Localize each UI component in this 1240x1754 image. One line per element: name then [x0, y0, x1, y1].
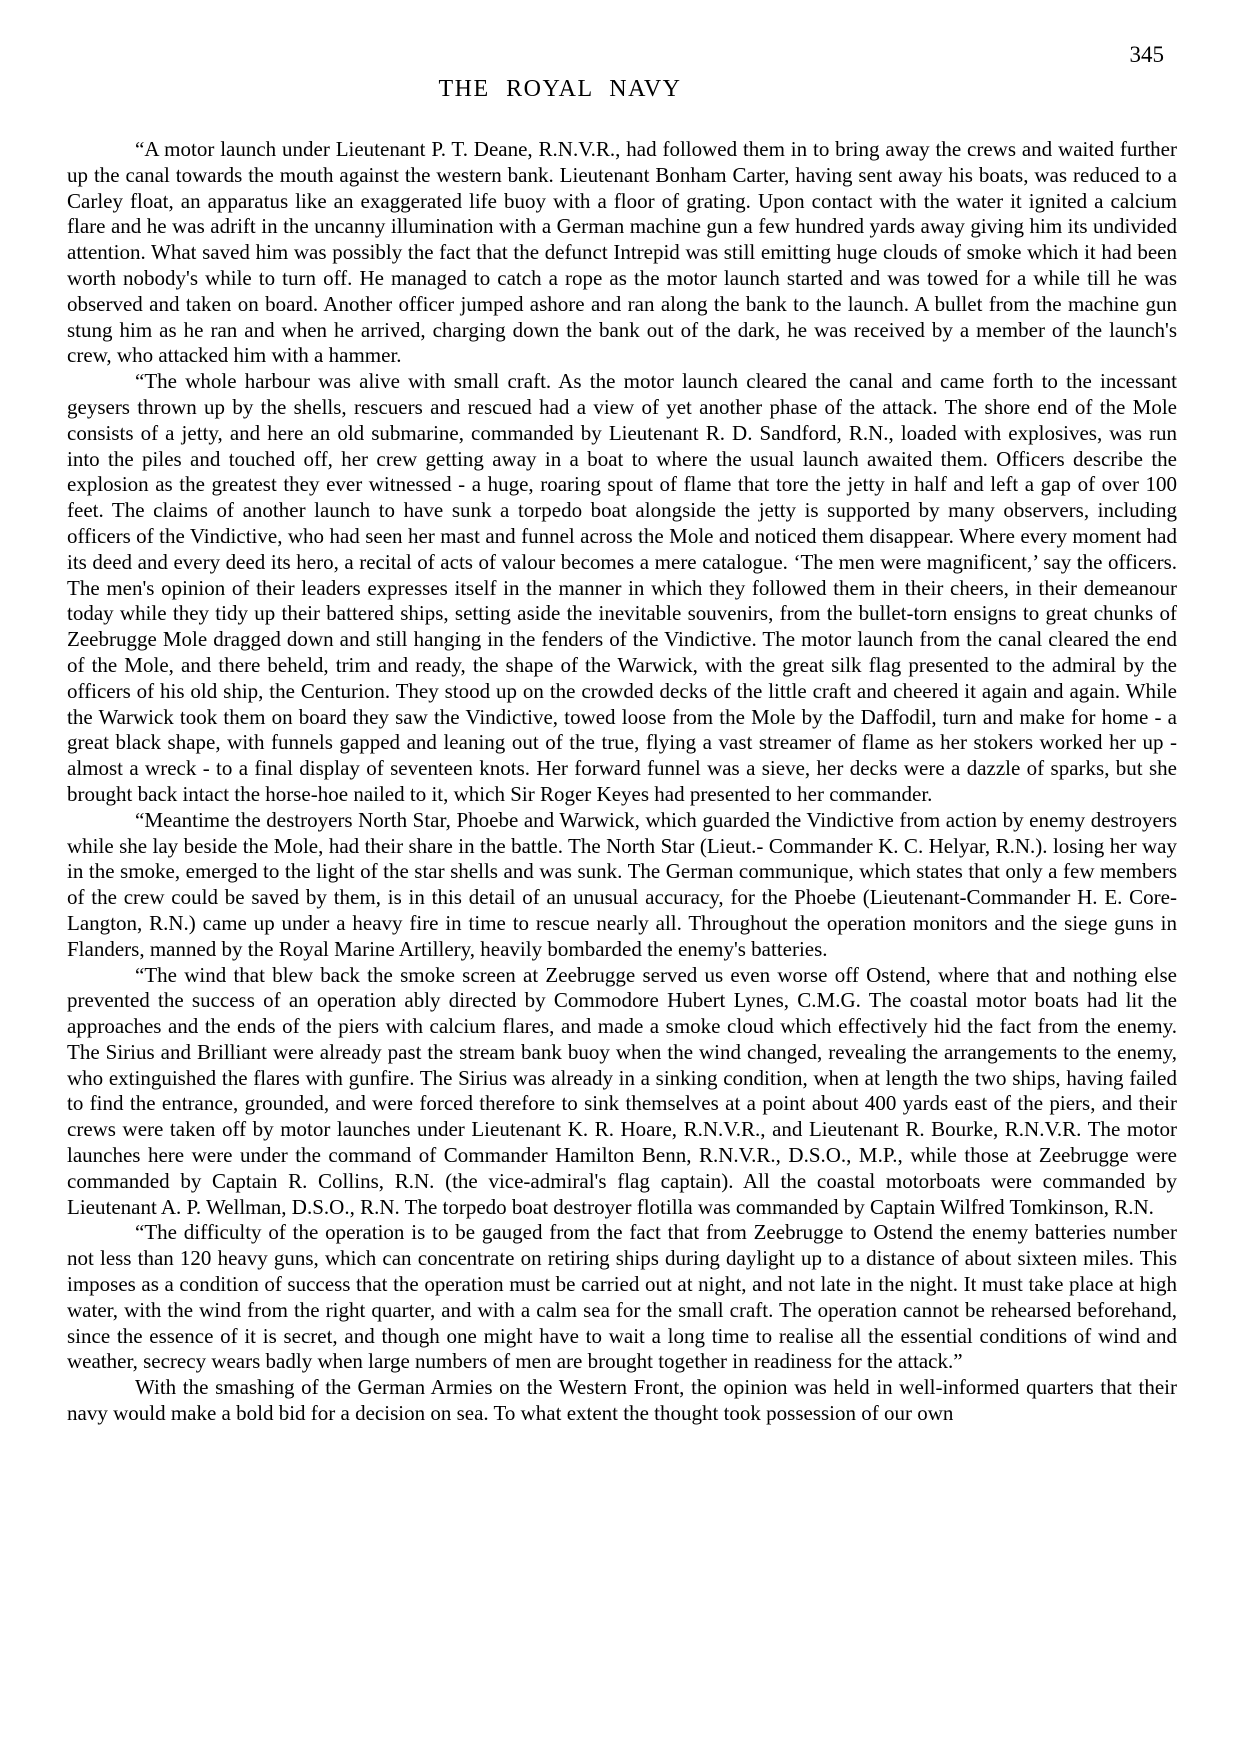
body-paragraph: “The wind that blew back the smoke screen at Zeebrugge served us even worse off Ostend, where that and nothing else prevented the success of an operation ably directed by Commodore Hubert Lynes, C.M.G. The coastal motor boats had lit the approaches and the ends of the piers with calcium flares, and made a smoke cloud which effectively hid the fact from the enemy. The Sirius and Brilliant were already past the stream bank buoy when the wind changed, revealing the arrangements to the enemy, who extinguished the flares with gunfire. The Sirius was already in a sinking condition, when at length the two ships, having failed to find the entrance, grounded, and were forced therefore to sink themselves at a point about 400 yards east of the piers, and their crews were taken off by motor launches under Lieutenant K. R. Hoare, R.N.V.R., and Lieutenant R. Bourke, R.N.V.R. The motor launches here were under the command of Commander Hamilton Benn, R.N.V.R., D.S.O., M.P., while those at Zeebrugge were commanded by Captain R. Collins, R.N. (the vice-admiral's flag captain). All the coastal motorboats were commanded by Lieutenant A. P. Wellman, D.S.O., R.N. The torpedo boat destroyer flotilla was commanded by Captain Wilfred Tomkinson, R.N.	[67, 962, 1177, 1219]
page-number: 345	[1129, 42, 1164, 67]
page-title: THE ROYAL NAVY	[438, 76, 682, 102]
body-paragraph: “A motor launch under Lieutenant P. T. Deane, R.N.V.R., had followed them in to bring away the crews and waited further up the canal towards the mouth against the western bank. Lieutenant Bonham Carter, having sent away his boats, was reduced to a Carley float, an apparatus like an exaggerated life buoy with a floor of grating. Upon contact with the water it ignited a calcium flare and he was adrift in the uncanny illumination with a German machine gun a few hundred yards away giving him its undivided attention. What saved him was possibly the fact that the defunct Intrepid was still emitting huge clouds of smoke which it had been worth nobody's while to turn off. He managed to catch a rope as the motor launch started and was towed for a while till he was observed and taken on board. Another officer jumped ashore and ran along the bank to the launch. A bullet from the machine gun stung him as he ran and when he arrived, charging down the bank out of the dark, he was received by a member of the launch's crew, who attacked him with a hammer.	[67, 137, 1177, 368]
body-text	[67, 137, 1177, 1427]
body-paragraph: “Meantime the destroyers North Star, Phoebe and Warwick, which guarded the Vindictive from action by enemy destroyers while she lay beside the Mole, had their share in the battle. The North Star (Lieut.- Commander K. C. Helyar, R.N.). losing her way in the smoke, emerged to the light of the star shells and was sunk. The German communique, which states that only a few members of the crew could be saved by them, is in this detail of an unusual accuracy, for the Phoebe (Lieutenant-Commander H. E. Core-Langton, R.N.) came up under a heavy fire in time to rescue nearly all. Throughout the operation monitors and the siege guns in Flanders, manned by the Royal Marine Artillery, heavily bombarded the enemy's batteries.	[67, 807, 1177, 961]
body-paragraph: “The difficulty of the operation is to be gauged from the fact that from Zeebrugge to Ostend the enemy batteries number not less than 120 heavy guns, which can concentrate on retiring ships during daylight up to a distance of about sixteen miles. This imposes as a condition of success that the operation must be carried out at night, and not late in the night. It must take place at high water, with the wind from the right quarter, and with a calm sea for the small craft. The operation cannot be rehearsed beforehand, since the essence of it is secret, and though one might have to wait a long time to realise all the essential conditions of wind and weather, secrecy wears badly when large numbers of men are brought together in readiness for the attack.”	[67, 1220, 1177, 1374]
body-paragraph: With the smashing of the German Armies on the Western Front, the opinion was held in well-informed quarters that their navy would make a bold bid for a decision on sea. To what extent the thought took possession of our own	[67, 1375, 1177, 1426]
body-paragraph: “The whole harbour was alive with small craft. As the motor launch cleared the canal and came forth to the incessant geysers thrown up by the shells, rescuers and rescued had a view of yet another phase of the attack. The shore end of the Mole consists of a jetty, and here an old submarine, commanded by Lieutenant R. D. Sandford, R.N., loaded with explosives, was run into the piles and touched off, her crew getting away in a boat to where the usual launch awaited them. Officers describe the explosion as the greatest they ever witnessed - a huge, roaring spout of flame that tore the jetty in half and left a gap of over 100 feet. The claims of another launch to have sunk a torpedo boat alongside the jetty is supported by many observers, including officers of the Vindictive, who had seen her mast and funnel across the Mole and noticed them disappear. Where every moment had its deed and every deed its hero, a recital of acts of valour becomes a mere catalogue. ‘The men were magnificent,’ say the officers. The men's opinion of their leaders expresses itself in the manner in which they followed them in their cheers, in their demeanour today while they tidy up their battered ships, setting aside the inevitable souvenirs, from the bullet-torn ensigns to great chunks of Zeebrugge Mole dragged down and still hanging in the fenders of the Vindictive. The motor launch from the canal cleared the end of the Mole, and there beheld, trim and ready, the shape of the Warwick, with the great silk flag presented to the admiral by the officers of his old ship, the Centurion. They stood up on the crowded decks of the little craft and cheered it again and again. While the Warwick took them on board they saw the Vindictive, towed loose from the Mole by the Daffodil, turn and make for home - a great black shape, with funnels gapped and leaning out of the true, flying a vast streamer of flame as her stokers worked her up - almost a wreck - to a final display of seventeen knots. Her forward funnel was a sieve, her decks were a dazzle of sparks, but she brought back intact the horse-hoe nailed to it, which Sir Roger Keyes had presented to her commander.	[67, 369, 1177, 806]
